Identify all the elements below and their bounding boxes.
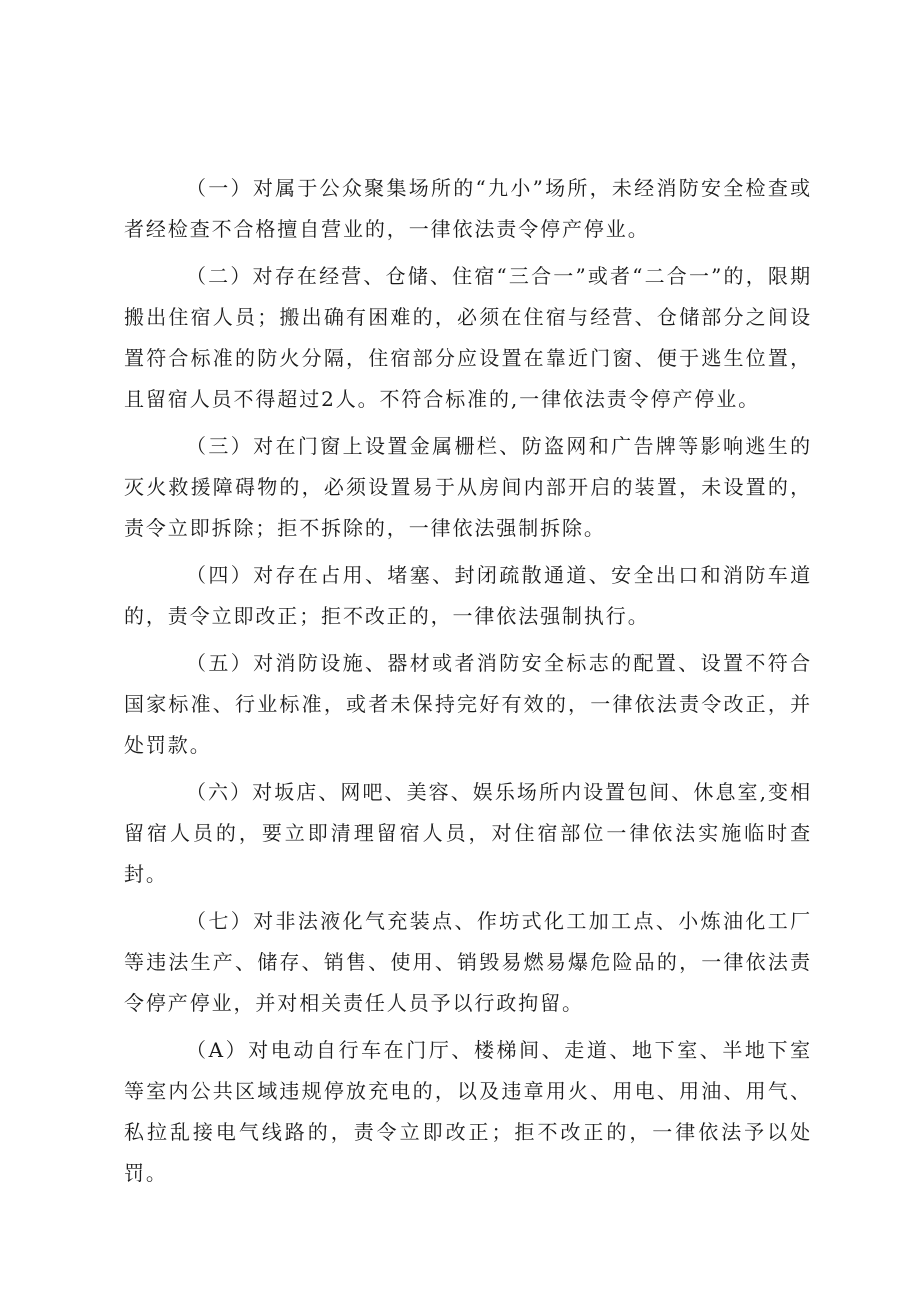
paragraph-2: （二）对存在经营、仓储、住宿“三合一”或者“二合一”的，限期搬出住宿人员；搬出确有困难的，必须在住宿与经营、仓储部分之间设置符合标准的防火分隔，住宿部分应设置在靠近门窗、便于逃生位置，且留宿人员不得超过2人。不符合标准的,一律依法责令停产停业。	[124, 264, 812, 411]
document-body	[124, 168, 812, 1200]
paragraph-7: （七）对非法液化气充装点、作坊式化工加工点、小炼油化工厂等违法生产、储存、销售、使用、销毁易燃易爆危险品的，一律依法责令停产停业，并对相关责任人员予以行政拘留。	[124, 909, 812, 1015]
paragraph-3: （三）对在门窗上设置金属栅栏、防盗网和广告牌等影响逃生的灭火救援障碍物的，必须设置易于从房间内部开启的装置，未设置的，责令立即拆除；拒不拆除的，一律依法强制拆除。	[124, 434, 812, 540]
paragraph-5: （五）对消防设施、器材或者消防安全标志的配置、设置不符合国家标准、行业标准，或者未保持完好有效的，一律依法责令改正，并处罚款。	[124, 651, 812, 757]
paragraph-6: （六）对坂店、网吧、美容、娱乐场所内设置包间、休息室,变相留宿人员的，要立即清理留宿人员，对住宿部位一律依法实施临时查封。	[124, 780, 812, 886]
paragraph-8: （A）对电动自行车在门厅、楼梯间、走道、地下室、半地下室等室内公共区域违规停放充电的，以及违章用火、用电、用油、用气、私拉乱接电气线路的，责令立即改正；拒不改正的，一律依法予以处罚。	[124, 1038, 812, 1185]
paragraph-4: （四）对存在占用、堵塞、封闭疏散通道、安全出口和消防车道的，责令立即改正；拒不改正的，一律依法强制执行。	[124, 563, 812, 628]
paragraph-1: （一）对属于公众聚集场所的“九小”场所，未经消防安全检查或者经检查不合格擅自营业的，一律依法责令停产停业。	[124, 176, 812, 241]
